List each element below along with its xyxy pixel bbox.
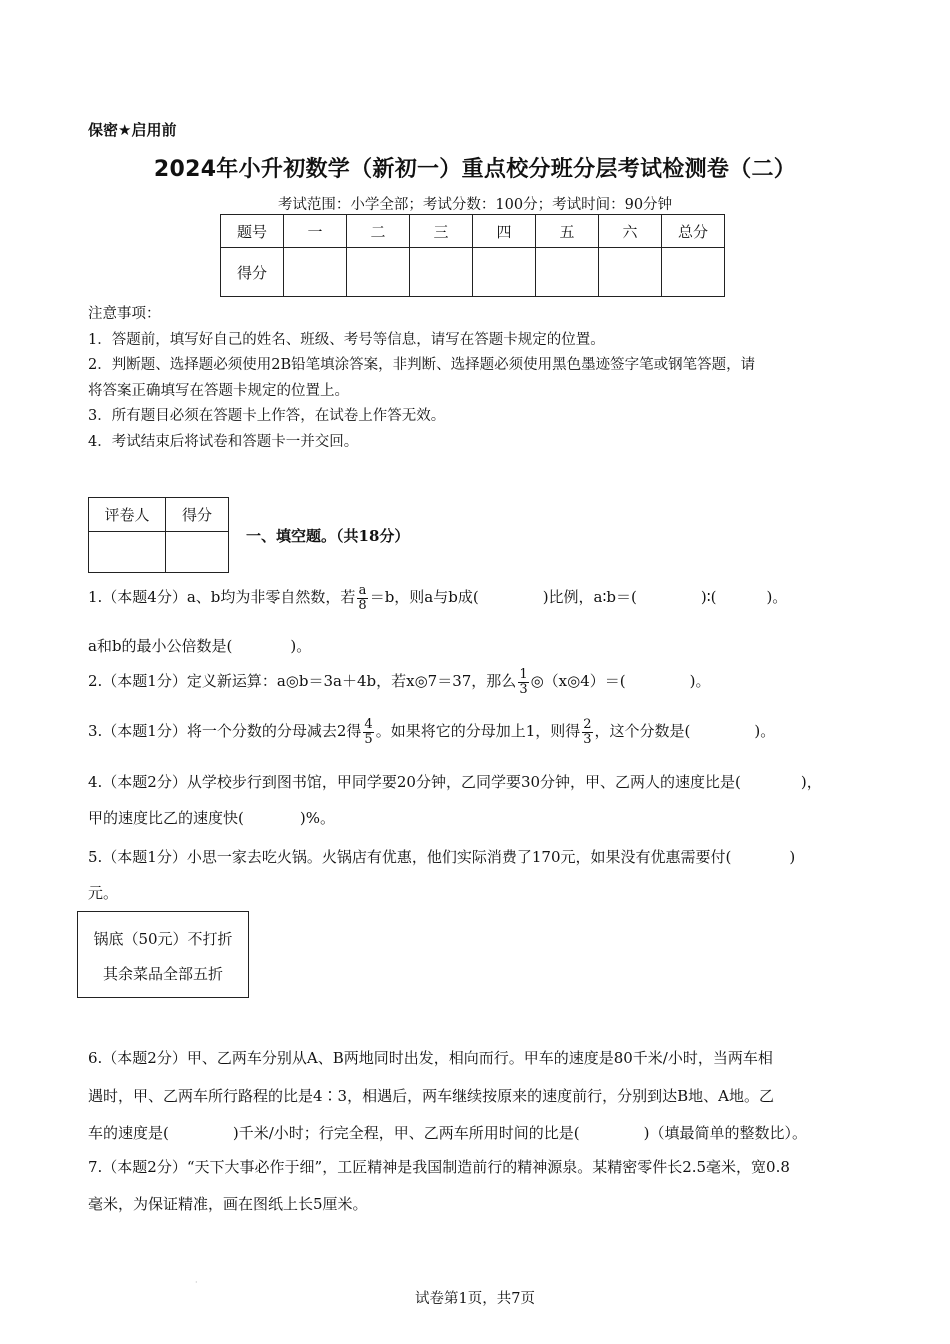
- score-header-cell: 题号: [221, 215, 284, 248]
- score-cell: [284, 248, 347, 297]
- note-item: 4．考试结束后将试卷和答题卡一并交回。: [88, 433, 359, 450]
- question-4: 4.（本题2分）从学校步行到图书馆，甲同学要20分钟，乙同学要30分钟，甲、乙两人的速度比是( )，: [88, 773, 822, 791]
- score-header-cell: 三: [410, 215, 473, 248]
- grader-reviewer-label: 评卷人: [89, 498, 166, 532]
- question-6: 6.（本题2分）甲、乙两车分别从A、B两地同时出发，相向而行。甲车的速度是80千米/小时，当两车相: [88, 1049, 773, 1067]
- exam-title: 2024年小升初数学（新初一）重点校分班分层考试检测卷（二）: [153, 157, 797, 182]
- notes-heading: 注意事项：: [88, 306, 161, 322]
- score-header-cell: 一: [284, 215, 347, 248]
- question-1: 1.（本题4分）a、b均为非零自然数，若 $\frac{a}{8}$ ＝b，则a与b成( )比例，a∶b＝( )∶( )。: [88, 583, 788, 613]
- score-header-cell: 四: [473, 215, 536, 248]
- grader-reviewer-cell: [89, 532, 166, 573]
- question-4-line2: 甲的速度比乙的速度快( )%。: [88, 809, 335, 827]
- question-7: 7.（本题2分）“天下大事必作于细”，工匠精神是我国制造前行的精神源泉。某精密零件长2.5毫米，宽0.8: [88, 1158, 790, 1176]
- section-title: 一、填空题。（共18分）: [246, 527, 410, 545]
- exam-info: 考试范围：小学全部；考试分数：100分；考试时间：90分钟: [277, 197, 673, 213]
- score-cell: [473, 248, 536, 297]
- score-cell: [347, 248, 410, 297]
- score-header-cell: 二: [347, 215, 410, 248]
- score-cell: [599, 248, 662, 297]
- fraction: $\frac{4}{5}$: [364, 717, 373, 747]
- score-cell: [410, 248, 473, 297]
- question-6-line3: 车的速度是( )千米/小时；行完全程，甲、乙两车所用时间的比是( )（填最简单的整数比）。: [88, 1124, 807, 1142]
- grader-box: [88, 497, 229, 573]
- fraction: $\frac{1}{3}$: [519, 667, 528, 697]
- discount-box: [77, 911, 249, 998]
- question-5: 5.（本题1分）小思一家去吃火锅。火锅店有优惠，他们实际消费了170元，如果没有优惠需要付( ): [88, 848, 796, 866]
- score-table: [220, 214, 725, 297]
- grader-score-cell: [166, 532, 229, 573]
- score-header-cell: 总分: [662, 215, 725, 248]
- score-header-cell: 六: [599, 215, 662, 248]
- score-row-label: 得分: [221, 248, 284, 297]
- question-7-line2: 毫米，为保证精准，画在图纸上长5厘米。: [88, 1195, 368, 1213]
- note-item: 将答案正确填写在答题卡规定的位置上。: [88, 382, 349, 399]
- score-cell: [536, 248, 599, 297]
- question-6-line2: 遇时，甲、乙两车所行路程的比是4∶3，相遇后，两车继续按原来的速度前行，分别到达B地、A地。乙: [88, 1087, 774, 1105]
- question-3: 3.（本题1分）将一个分数的分母减去2得 $\frac{4}{5}$ 。如果将它的分母加上1，则得 $\frac{2}{3}$ ，这个分数是( )。: [88, 717, 776, 747]
- grader-score-label: 得分: [166, 498, 229, 532]
- discount-line: 锅底（50元）不打折: [93, 930, 233, 948]
- confidential-label: 保密★启用前: [88, 121, 177, 139]
- note-item: 1．答题前，填写好自己的姓名、班级、考号等信息，请写在答题卡规定的位置。: [88, 331, 605, 348]
- scan-mark: ·: [195, 1278, 198, 1287]
- page-footer: 试卷第1页，共7页: [415, 1291, 535, 1307]
- question-5-line2: 元。: [88, 884, 119, 902]
- note-item: 2．判断题、选择题必须使用2B铅笔填涂答案，非判断、选择题必须使用黑色墨迹签字笔或钢笔答题，请: [88, 357, 756, 373]
- score-header-cell: 五: [536, 215, 599, 248]
- score-cell: [662, 248, 725, 297]
- discount-line: 其余菜品全部五折: [102, 965, 223, 983]
- question-2: 2.（本题1分）定义新运算：a◎b＝3a＋4b，若x◎7＝37，那么 $\frac{1}{3}$ ◎（x◎4）＝( )。: [88, 667, 711, 697]
- fraction: $\frac{a}{8}$: [358, 583, 367, 613]
- note-item: 3．所有题目必须在答题卡上作答，在试卷上作答无效。: [88, 408, 446, 424]
- fraction: $\frac{2}{3}$: [583, 717, 592, 747]
- question-1-line2: a和b的最小公倍数是( )。: [88, 637, 312, 655]
- notes-section: [88, 302, 868, 455]
